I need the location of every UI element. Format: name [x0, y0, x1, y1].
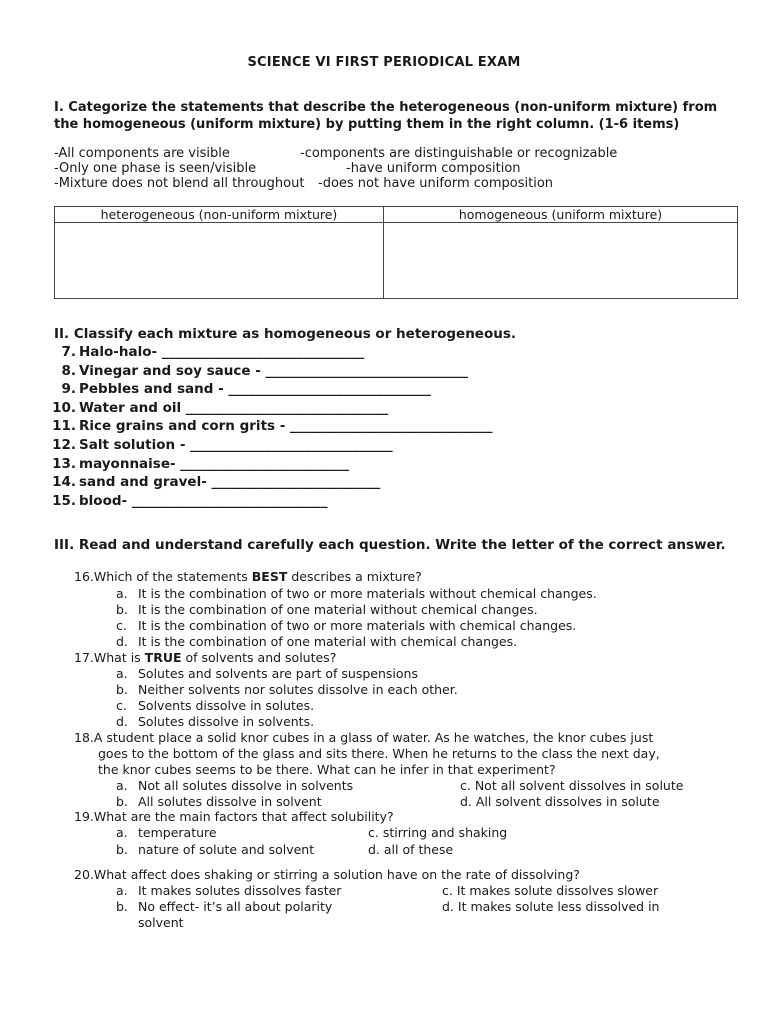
section2-heading: II. Classify each mixture as homogeneous or heterogeneous. [54, 326, 517, 342]
question-16: 16.Which of the statements BEST describes a mixture? [74, 569, 422, 584]
question-17-options [116, 666, 458, 730]
option: d. All solvent dissolves in solute [460, 794, 660, 809]
option: a. Solutes and solvents are part of suspensions [116, 666, 418, 681]
list-item: 14. sand and gravel- _________________________ [52, 474, 381, 491]
option-continuation: solvent [138, 915, 184, 930]
option: c. It is the combination of two or more materials with chemical changes. [116, 618, 577, 633]
question-18: 18.A student place a solid knor cubes in a glass of water. As he watches, the knor cubes just goes to the bottom of the glass and sits there. When he returns to the class the next day, the knor cubes seems to be there. What can he infer in that experiment? [74, 730, 660, 777]
question-16-options [116, 586, 597, 650]
option: a. Not all solutes dissolve in solvents [116, 778, 354, 793]
option: d. Solutes dissolve in solvents. [116, 714, 315, 729]
list-item: 9. Pebbles and sand - ______________________________ [61, 381, 431, 398]
homogeneous-answer-cell[interactable] [384, 223, 738, 299]
option: b. All solutes dissolve in solvent [116, 794, 322, 809]
option: d. It is the combination of one material with chemical changes. [116, 634, 518, 649]
heterogeneous-answer-cell[interactable] [55, 223, 384, 299]
statement-right-2: -have uniform composition [346, 161, 521, 176]
option: c. Solvents dissolve in solutes. [116, 698, 315, 713]
option: c. Not all solvent dissolves in solute [460, 778, 684, 793]
option: a. It is the combination of two or more materials without chemical changes. [116, 586, 597, 601]
list-item: 15. blood- _____________________________ [52, 492, 328, 509]
list-item: 11. Rice grains and corn grits - ______________________________ [52, 418, 493, 435]
table-header-heterogeneous: heterogeneous (non-uniform mixture) [55, 207, 384, 223]
section1-heading: I. Categorize the statements that describe the heterogeneous (non-uniform mixture) from the homogeneous (uniform mixture) by putting them in the right column. (1-6 items) [54, 100, 718, 132]
option: b. Neither solvents nor solutes dissolve in each other. [116, 682, 458, 697]
option: b. No effect- it’s all about polarity [116, 899, 333, 914]
option: d. all of these [368, 842, 454, 857]
question-17: 17.What is TRUE of solvents and solutes? [74, 650, 337, 665]
table-header-homogeneous: homogeneous (uniform mixture) [384, 207, 738, 223]
list-item: 13. mayonnaise- _________________________ [52, 455, 350, 472]
page-title: SCIENCE VI FIRST PERIODICAL EXAM [247, 55, 521, 70]
option: c. stirring and shaking [368, 825, 508, 840]
categorize-table [54, 206, 738, 299]
statement: -Only one phase is seen/visible [54, 161, 257, 176]
option: c. It makes solute dissolves slower [442, 883, 659, 898]
question-19: 19.What are the main factors that affect solubility? [74, 809, 394, 824]
statement: -All components are visible [54, 146, 230, 161]
list-item: 10. Water and oil ______________________________ [52, 399, 389, 416]
list-item: 8. Vinegar and soy sauce - ______________________________ [61, 362, 469, 379]
statement-right-3: -does not have uniform composition [318, 176, 554, 191]
option: a. It makes solutes dissolves faster [116, 883, 342, 898]
option: d. It makes solute less dissolved in [442, 899, 660, 914]
classify-list [52, 343, 493, 510]
option: a. temperature [116, 825, 217, 840]
statement: -Mixture does not blend all throughout [54, 176, 305, 191]
option: b. nature of solute and solvent [116, 842, 315, 857]
question-20: 20.What affect does shaking or stirring a solution have on the rate of dissolving? [74, 867, 580, 882]
option: b. It is the combination of one material without chemical changes. [116, 602, 538, 617]
statement-list-left [54, 146, 304, 191]
list-item: 12. Salt solution - ______________________________ [52, 436, 393, 453]
list-item: 7. Halo-halo- ______________________________ [61, 344, 365, 360]
section3-heading: III. Read and understand carefully each question. Write the letter of the correct answer. [54, 537, 726, 553]
statement-right-1: -components are distinguishable or recognizable [300, 146, 618, 161]
